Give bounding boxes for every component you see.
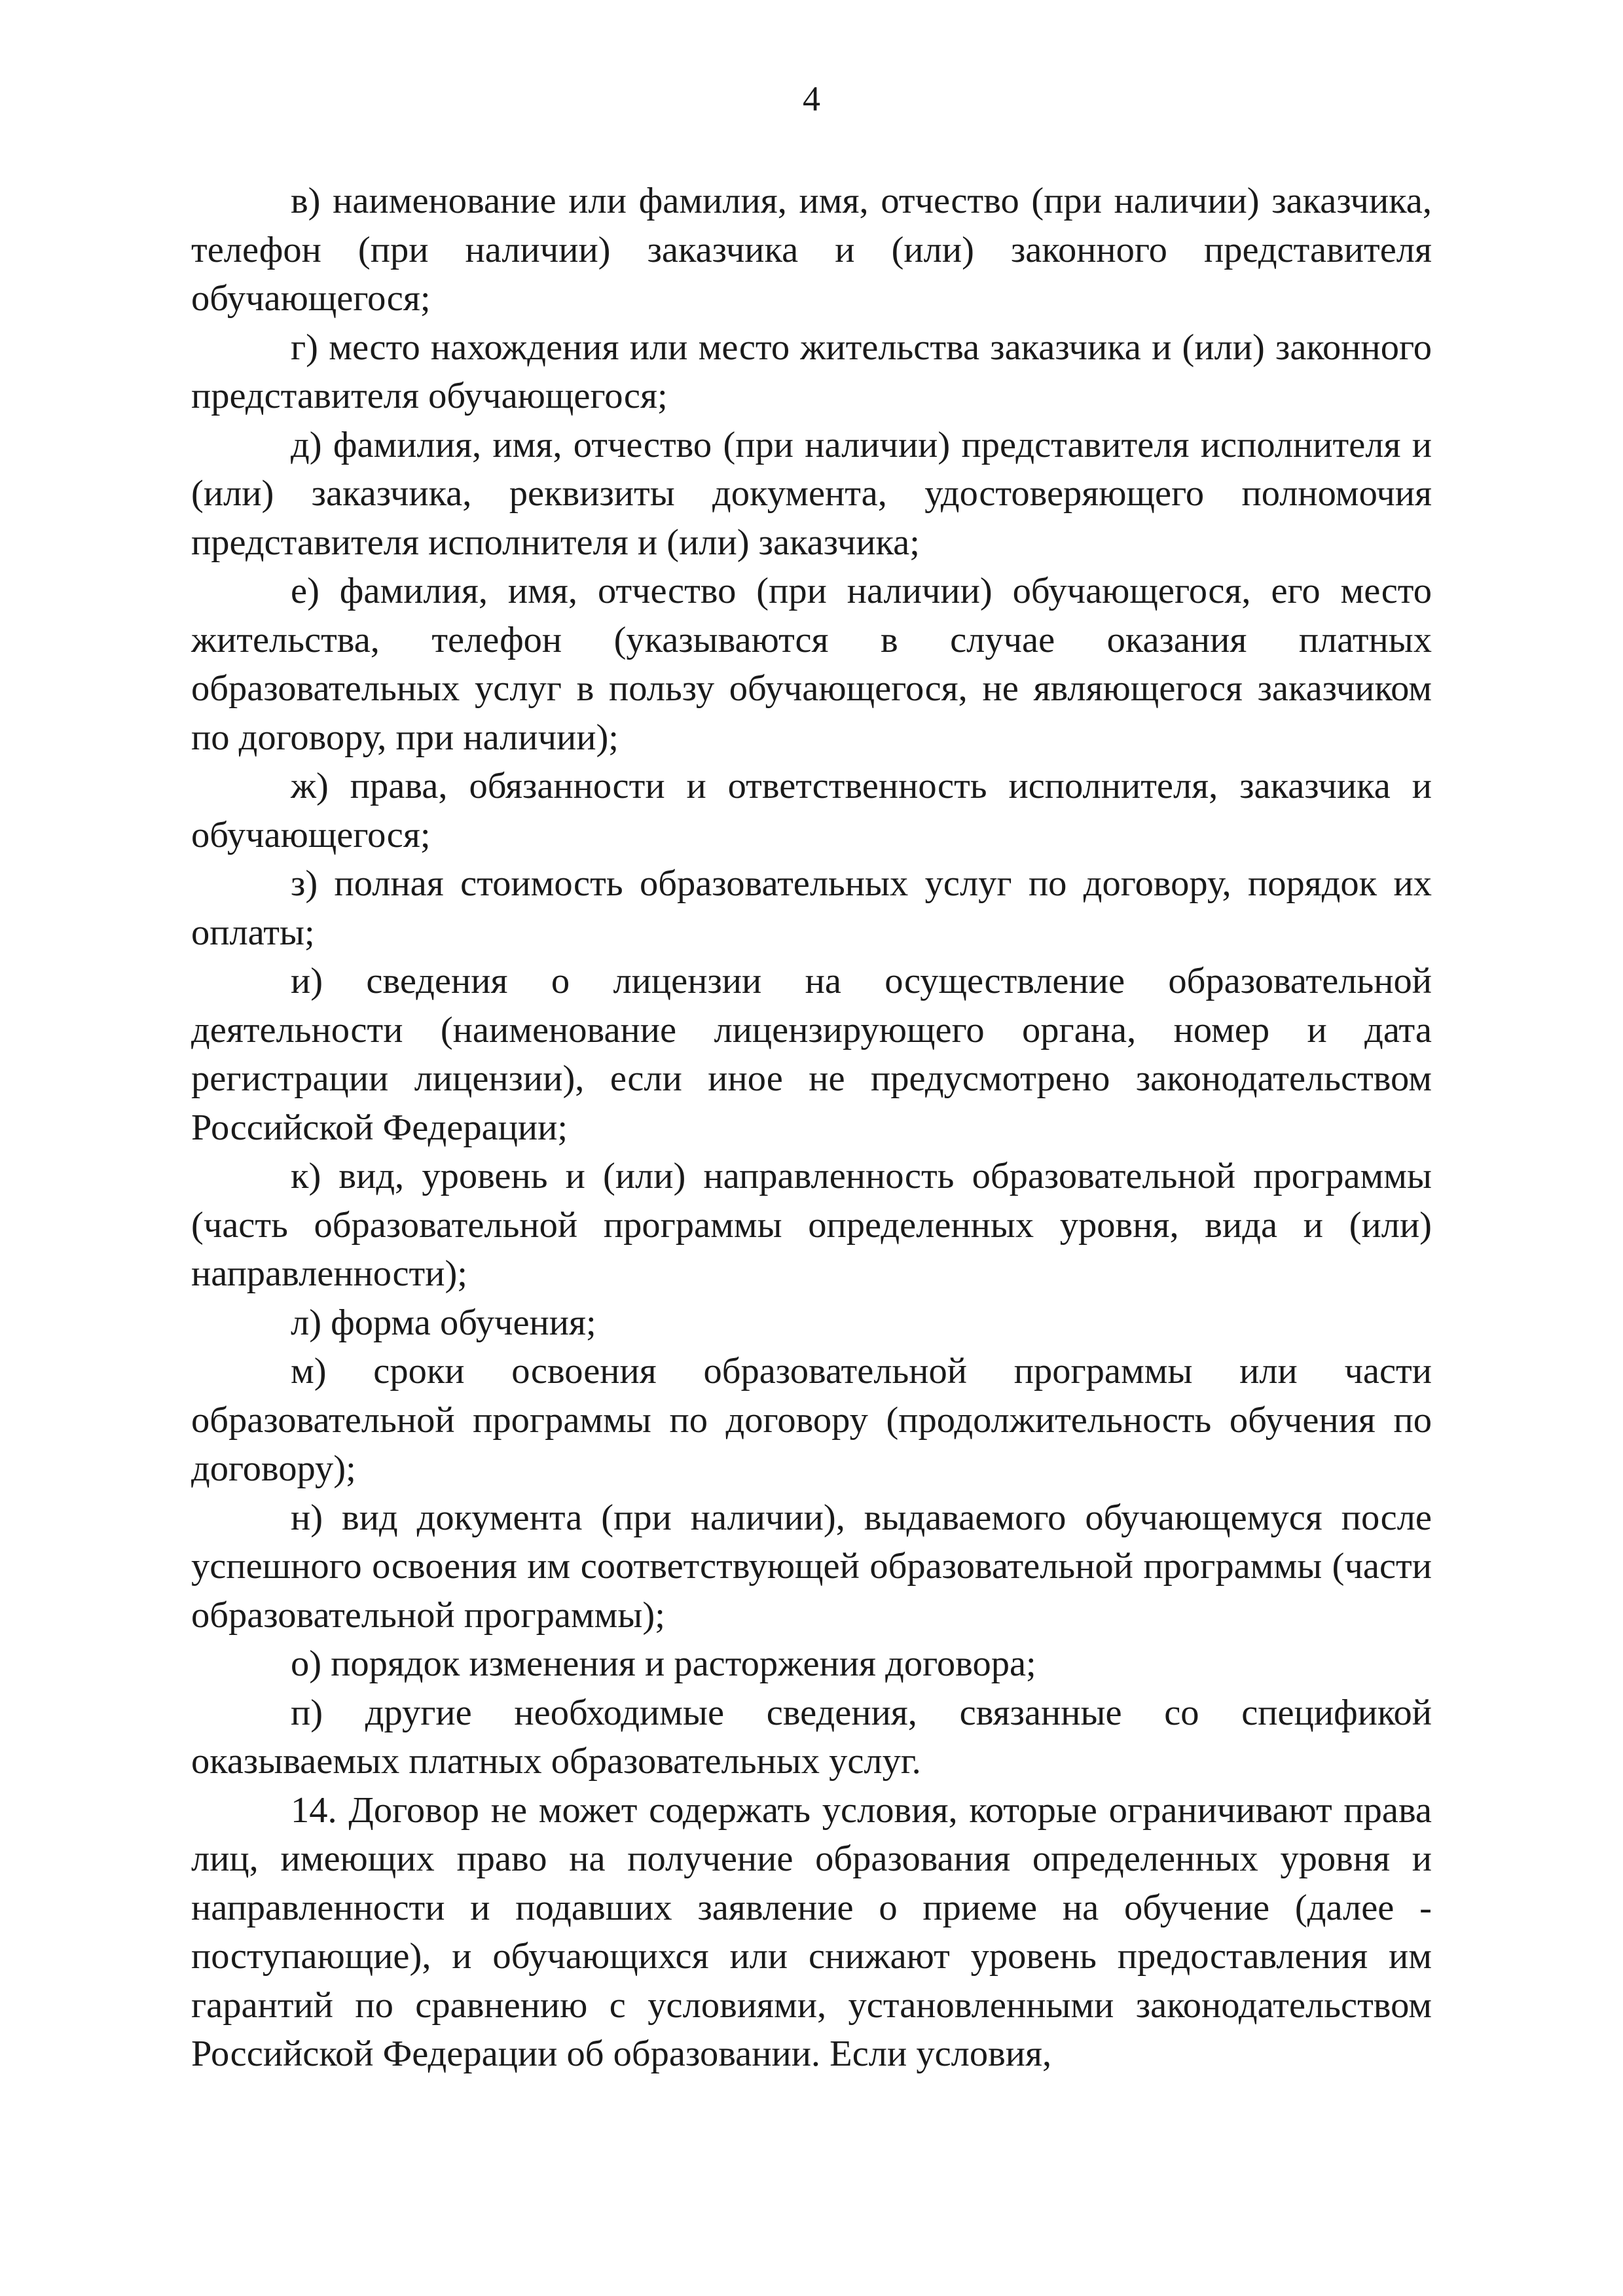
list-item-z: з) полная стоимость образовательных услуг по договору, порядок их оплаты; <box>191 863 1432 953</box>
list-item-m: м) сроки освоения образовательной программы или части образовательной программы по договору (продолжительность обучения по договору); <box>191 1351 1432 1489</box>
clause-14: 14. Договор не может содержать условия, которые ограничивают права лиц, имеющих право на получение образования определенных уровня и направленности и подавших заявление о приеме на обучение (далее - поступающие), и обучающихся или снижают уровень предоставления им гарантий по сравнению с условиями, установленными законодательством Российской Федерации об образовании. Если условия, <box>191 1789 1432 2074</box>
list-item-l: л) форма обучения; <box>291 1302 596 1343</box>
list-item-p: п) другие необходимые сведения, связанные со спецификой оказываемых платных образовательных услуг. <box>191 1692 1432 1782</box>
page-number: 4 <box>803 79 820 118</box>
list-item-i: и) сведения о лицензии на осуществление образовательной деятельности (наименование лицензирующего органа, номер и дата регистрации лицензии), если иное не предусмотрено законодательством Российской Федерации; <box>191 961 1432 1148</box>
list-item-o: о) порядок изменения и расторжения договора; <box>291 1643 1036 1684</box>
document-body <box>191 177 1432 2079</box>
list-item-n: н) вид документа (при наличии), выдаваемого обучающемуся после успешного освоения им соответствующей образовательной программы (части образовательной программы); <box>191 1497 1432 1636</box>
list-item-d: д) фамилия, имя, отчество (при наличии) представителя исполнителя и (или) заказчика, реквизиты документа, удостоверяющего полномочия представителя исполнителя и (или) заказчика; <box>191 424 1432 563</box>
list-item-g: г) место нахождения или место жительства заказчика и (или) законного представителя обучающегося; <box>191 327 1432 416</box>
list-item-v: в) наименование или фамилия, имя, отчество (при наличии) заказчика, телефон (при наличии) заказчика и (или) законного представителя обучающегося; <box>191 181 1432 319</box>
list-item-k: к) вид, уровень и (или) направленность образовательной программы (часть образовательной программы определенных уровня, вида и (или) направленности); <box>191 1156 1432 1294</box>
list-item-e: е) фамилия, имя, отчество (при наличии) обучающегося, его место жительства, телефон (указываются в случае оказания платных образовательных услуг в пользу обучающегося, не являющегося заказчиком по договору, при наличии); <box>191 571 1432 758</box>
list-item-zh: ж) права, обязанности и ответственность исполнителя, заказчика и обучающегося; <box>191 766 1432 855</box>
